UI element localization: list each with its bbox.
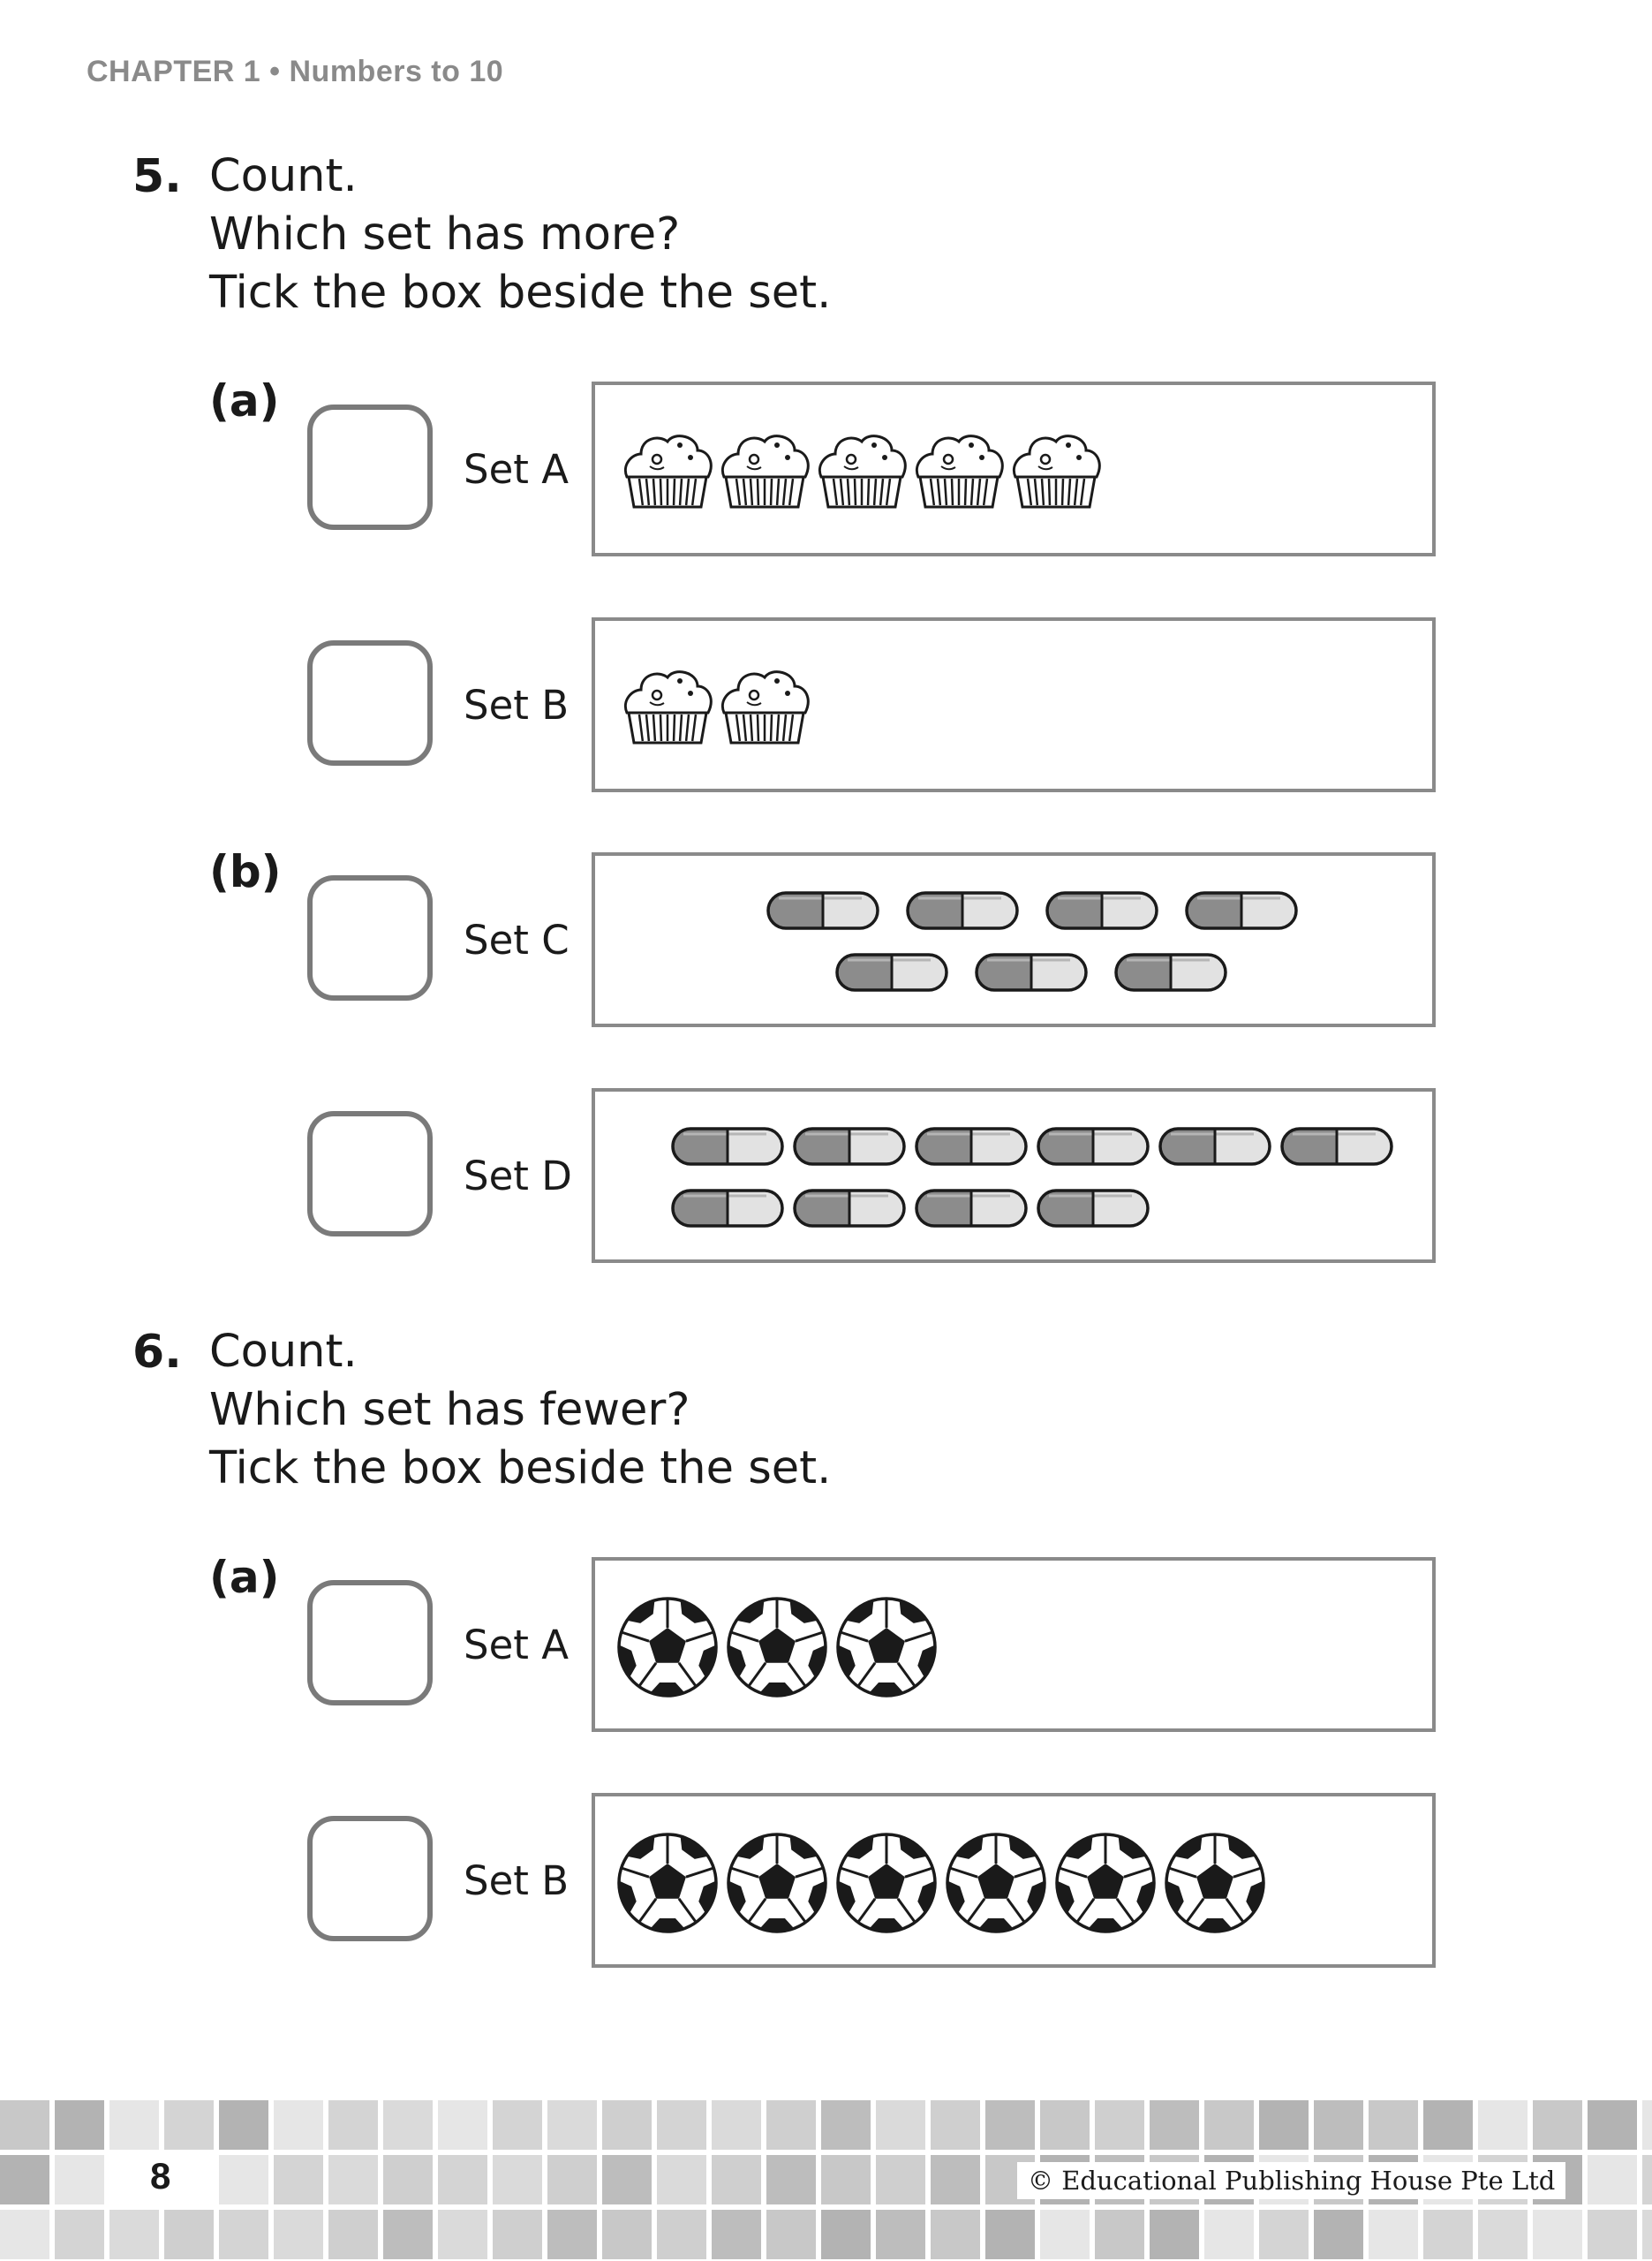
set-a-box: [592, 1557, 1436, 1732]
soccer-ball-icon: [947, 1834, 1045, 1932]
capsule-icon: [1160, 1129, 1270, 1164]
set-label: Set D: [464, 1153, 572, 1199]
tick-box-set-b[interactable]: [307, 640, 433, 766]
muffin-icon: [917, 436, 1002, 507]
capsule-icon: [673, 1191, 782, 1226]
muffin-icon: [722, 436, 808, 507]
set-label: Set A: [464, 1622, 569, 1668]
part-label: (b): [209, 846, 282, 897]
set-a-picture: [595, 1561, 1439, 1735]
set-d-box: [592, 1088, 1436, 1263]
capsule-icon: [795, 1129, 904, 1164]
set-b-picture: [595, 1796, 1439, 1971]
soccer-ball-icon: [1057, 1834, 1154, 1932]
question-6-text: [209, 1323, 831, 1498]
page-number: 8: [150, 2155, 171, 2197]
part-label: (a): [209, 375, 280, 427]
set-b-box: [592, 1793, 1436, 1968]
tick-box-set-b[interactable]: [307, 1816, 433, 1941]
chapter-header: CHAPTER 1 • Numbers to 10: [87, 55, 504, 88]
set-a-box: [592, 382, 1436, 556]
capsule-icon: [768, 893, 878, 928]
soccer-ball-icon: [1166, 1834, 1264, 1932]
set-label: Set B: [464, 1857, 570, 1904]
part-label: (a): [209, 1552, 280, 1603]
soccer-ball-icon: [619, 1599, 716, 1696]
capsule-icon: [1038, 1191, 1148, 1226]
question-6-number: 6.: [132, 1326, 182, 1379]
soccer-ball-icon: [728, 1599, 826, 1696]
set-label: Set B: [464, 682, 570, 729]
question-5-line-3: Tick the box beside the set.: [209, 267, 832, 319]
capsule-icon: [795, 1191, 904, 1226]
capsule-icon: [1116, 955, 1226, 990]
capsule-icon: [1187, 893, 1296, 928]
set-label: Set A: [464, 446, 569, 493]
soccer-ball-icon: [838, 1599, 935, 1696]
set-d-picture: [595, 1092, 1439, 1267]
question-5-text: [209, 147, 831, 322]
set-b-box: [592, 617, 1436, 792]
set-label: Set C: [464, 917, 570, 964]
question-5-line-1: Count.: [209, 150, 358, 202]
capsule-icon: [1047, 893, 1157, 928]
soccer-ball-icon: [728, 1834, 826, 1932]
capsule-icon: [917, 1191, 1026, 1226]
muffin-icon: [722, 672, 808, 743]
capsule-icon: [673, 1129, 782, 1164]
muffin-icon: [625, 672, 711, 743]
capsule-icon: [908, 893, 1017, 928]
soccer-ball-icon: [838, 1834, 935, 1932]
capsule-icon: [977, 955, 1086, 990]
capsule-icon: [917, 1129, 1026, 1164]
question-6-line-1: Count.: [209, 1326, 358, 1378]
set-b-picture: [595, 621, 1439, 796]
set-c-box: [592, 852, 1436, 1027]
muffin-icon: [625, 436, 711, 507]
muffin-icon: [1014, 436, 1099, 507]
question-5-number: 5.: [132, 150, 182, 203]
question-5-line-2: Which set has more?: [209, 208, 681, 261]
tick-box-set-a[interactable]: [307, 1580, 433, 1705]
question-6-line-2: Which set has fewer?: [209, 1384, 690, 1436]
tick-box-set-d[interactable]: [307, 1111, 433, 1236]
copyright-notice: © Educational Publishing House Pte Ltd: [1017, 2162, 1565, 2199]
tick-box-set-c[interactable]: [307, 875, 433, 1001]
set-c-picture: [595, 856, 1439, 1031]
tick-box-set-a[interactable]: [307, 405, 433, 530]
set-a-picture: [595, 385, 1439, 560]
question-6-line-3: Tick the box beside the set.: [209, 1442, 832, 1494]
capsule-icon: [1282, 1129, 1392, 1164]
muffin-icon: [819, 436, 905, 507]
soccer-ball-icon: [619, 1834, 716, 1932]
capsule-icon: [837, 955, 947, 990]
capsule-icon: [1038, 1129, 1148, 1164]
